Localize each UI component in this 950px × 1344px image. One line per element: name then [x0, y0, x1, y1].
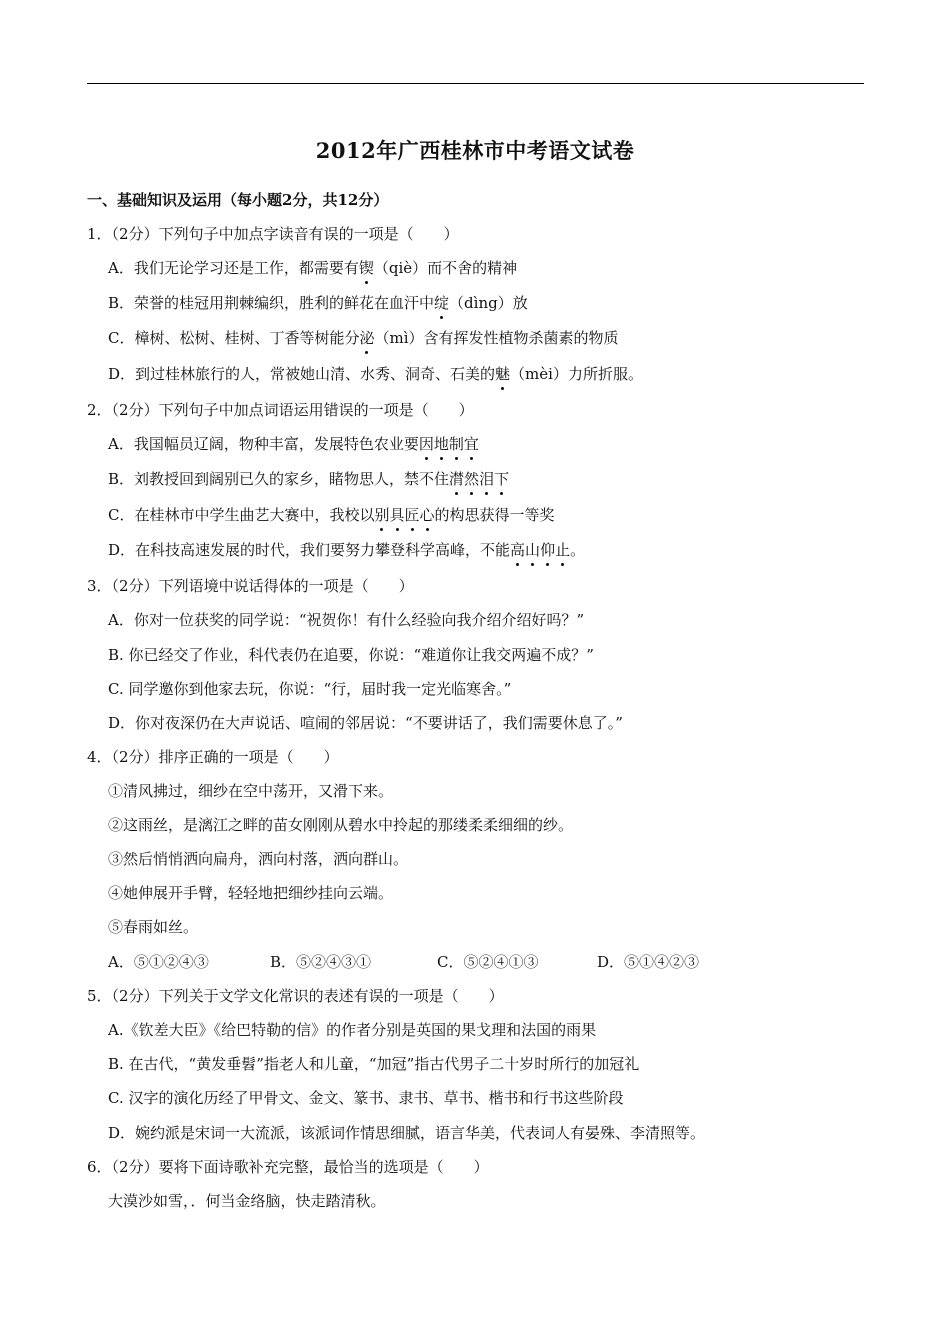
- question-6-stem: 6．（2分）要将下面诗歌补充完整，最恰当的选项是（ ）: [87, 1158, 489, 1176]
- emphasized-char: 别: [374, 506, 390, 524]
- question-2-option-c: C．在桂林市中学生曲艺大赛中，我校以别具匠心的构思获得一等奖: [108, 506, 555, 524]
- question-4-sentence-1: ①清风拂过，细纱在空中荡开，又滑下来。: [108, 782, 394, 800]
- emphasized-word: [374, 506, 434, 524]
- emphasized-char: 锲: [358, 259, 374, 277]
- question-3-option-d: D．你对夜深仍在大声说话、喧闹的邻居说：“不要讲话了，我们需要休息了。”: [108, 714, 623, 732]
- question-4-sentence-5: ⑤春雨如丝。: [108, 918, 199, 936]
- emphasized-char: 心: [419, 506, 435, 524]
- emphasized-char: 具: [389, 506, 405, 524]
- emphasized-char: 止: [555, 541, 571, 559]
- question-4-stem: 4．（2分）排序正确的一项是（ ）: [87, 748, 339, 766]
- question-2-option-d: D．在科技高速发展的时代，我们要努力攀登科学高峰，不能高山仰止。: [108, 541, 586, 559]
- page-title: 2012年广西桂林市中考语文试卷: [315, 138, 635, 163]
- question-2-option-a: A．我国幅员辽阔，物种丰富，发展特色农业要因地制宜: [108, 435, 479, 453]
- emphasized-char: 潸: [449, 470, 465, 488]
- section-heading: 一、基础知识及运用（每小题2分，共12分）: [87, 191, 389, 209]
- question-5-option-b: B. 在古代，“黄发垂髫”指老人和儿童，“加冠”指古代男子二十岁时所行的加冠礼: [108, 1055, 640, 1073]
- emphasized-char: 山: [525, 541, 541, 559]
- emphasized-char: 下: [494, 470, 510, 488]
- emphasized-char: 泌: [359, 329, 375, 347]
- question-1-option-a: A．我们无论学习还是工作，都需要有锲（qiè）而不舍的精神: [108, 259, 518, 277]
- question-2-option-b: B．刘教授回到阔别已久的家乡，睹物思人，禁不住潸然泪下: [108, 470, 510, 488]
- question-6-poem-line: 大漠沙如雪，．何当金络脑，快走踏清秋。: [108, 1192, 386, 1210]
- emphasized-char: 地: [433, 435, 449, 453]
- question-5-option-a: A.《钦差大臣》《给巴特勒的信》的作者分别是英国的果戈理和法国的雨果: [108, 1021, 597, 1039]
- emphasized-char: 匠: [404, 506, 420, 524]
- question-1-option-d: D．到过桂林旅行的人，常被她山清、水秀、洞奇、石美的魅（mèi）力所折服。: [108, 365, 643, 383]
- question-4-sentence-4: ④她伸展开手臂，轻轻地把细纱挂向云端。: [108, 884, 394, 902]
- question-2-stem: 2．（2分）下列句子中加点词语运用错误的一项是（ ）: [87, 401, 474, 419]
- emphasized-word: [419, 435, 479, 453]
- question-4-option-c: C．⑤②④①③: [437, 953, 539, 971]
- question-3-option-c: C. 同学邀你到他家去玩，你说：“行，届时我一定光临寒舍。”: [108, 680, 512, 698]
- emphasized-char: 然: [464, 470, 480, 488]
- question-4-option-b: B．⑤②④③①: [270, 953, 372, 971]
- question-3-option-b: B. 你已经交了作业，科代表仍在追要，你说：“难道你让我交两遍不成？”: [108, 646, 594, 664]
- emphasized-word: [449, 470, 509, 488]
- question-5-option-c: C. 汉字的演化历经了甲骨文、金文、篆书、隶书、草书、楷书和行书这些阶段: [108, 1089, 624, 1107]
- question-5-stem: 5．（2分）下列关于文学文化常识的表述有误的一项是（ ）: [87, 987, 504, 1005]
- question-4-sentence-2: ②这雨丝，是漓江之畔的苗女刚刚从碧水中拎起的那缕柔柔细细的纱。: [108, 816, 574, 834]
- question-1-stem: 1．（2分）下列句子中加点字读音有误的一项是（ ）: [87, 225, 459, 243]
- question-3-stem: 3．（2分）下列语境中说话得体的一项是（ ）: [87, 577, 414, 595]
- emphasized-char: 因: [418, 435, 434, 453]
- header-rule: [87, 83, 864, 84]
- emphasized-char: 魅: [495, 365, 511, 383]
- question-1-option-b: B．荣誉的桂冠用荆棘编织，胜利的鲜花在血汗中绽（dìng）放: [108, 294, 528, 312]
- emphasized-char: 仰: [540, 541, 556, 559]
- emphasized-word: [510, 541, 570, 559]
- question-5-option-d: D．婉约派是宋词一大流派，该派词作情思细腻，语言华美，代表词人有晏殊、李清照等。: [108, 1124, 706, 1142]
- emphasized-char: 泪: [479, 470, 495, 488]
- question-1-option-c: C．樟树、松树、桂树、丁香等树能分泌（mì）含有挥发性植物杀菌素的物质: [108, 329, 619, 347]
- question-4-option-d: D．⑤①④②③: [597, 953, 700, 971]
- question-4-sentence-3: ③然后悄悄洒向扁舟，洒向村落，洒向群山。: [108, 850, 409, 868]
- emphasized-char: 绽: [434, 294, 450, 312]
- emphasized-char: 高: [510, 541, 526, 559]
- emphasized-char: 制: [448, 435, 464, 453]
- question-3-option-a: A．你对一位获奖的同学说：“祝贺你！有什么经验向我介绍介绍好吗？”: [108, 611, 585, 629]
- emphasized-char: 宜: [463, 435, 479, 453]
- question-4-option-a: A．⑤①②④③: [108, 953, 209, 971]
